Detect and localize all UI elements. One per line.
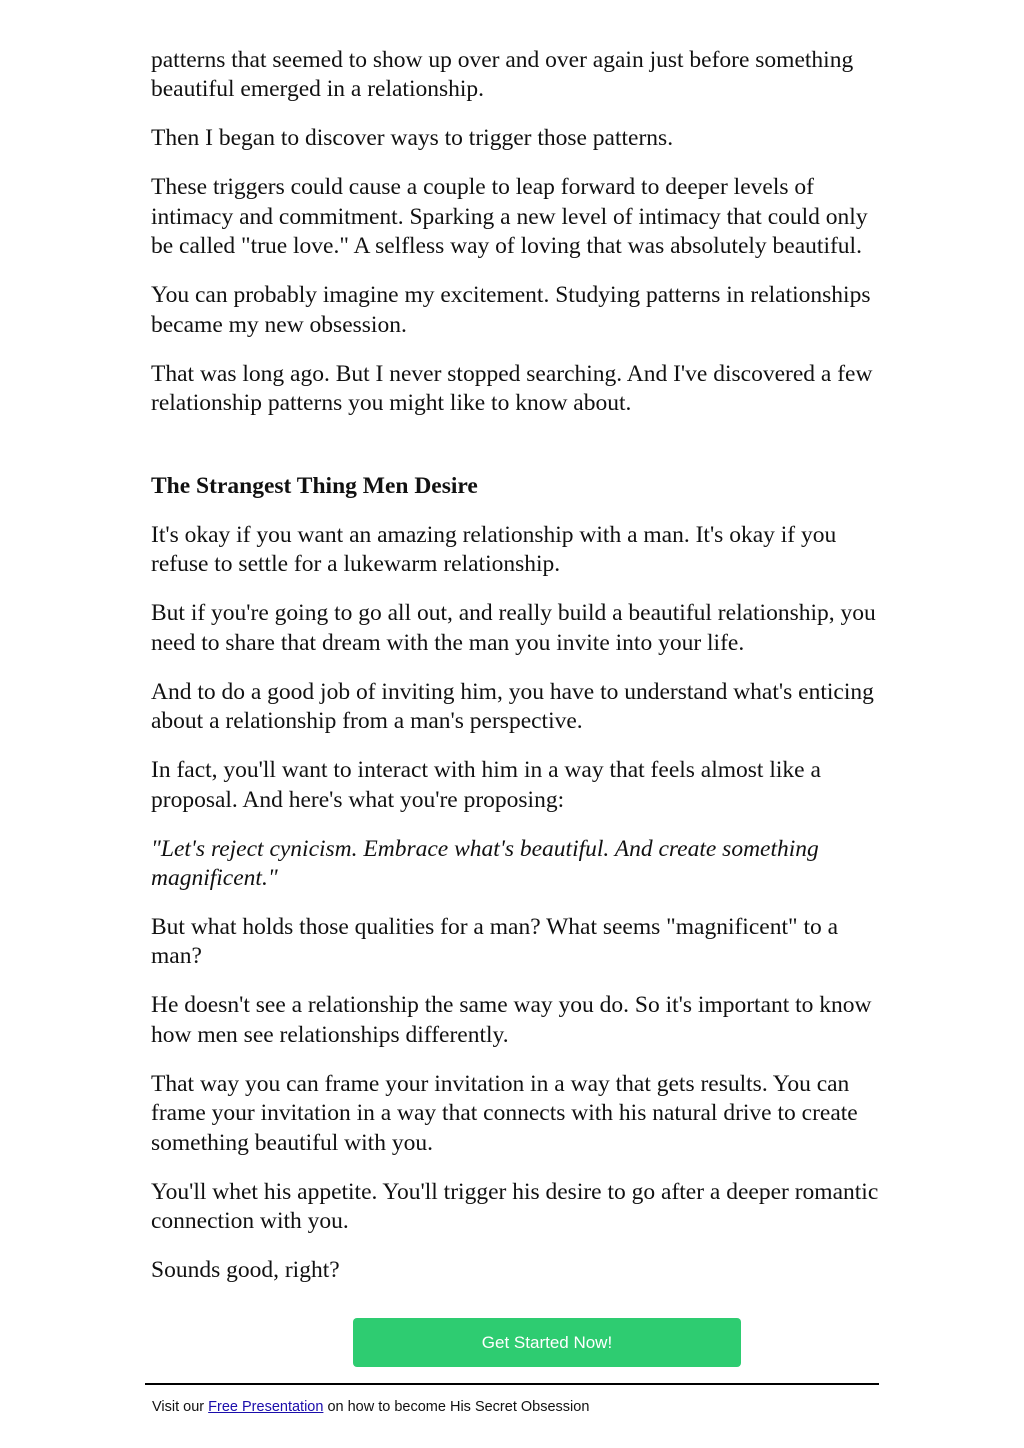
paragraph: But what holds those qualities for a man? What seems "magnificent" to a man? bbox=[151, 914, 839, 970]
article-body bbox=[151, 46, 881, 1305]
paragraph: Then I began to discover ways to trigger those patterns. bbox=[151, 125, 674, 152]
get-started-button[interactable]: Get Started Now! bbox=[353, 1318, 741, 1367]
paragraph: In fact, you'll want to interact with him in a way that feels almost like a proposal. And here's what you're proposing: bbox=[151, 757, 821, 813]
paragraph: These triggers could cause a couple to leap forward to deeper levels of intimacy and commitment. Sparking a new level of intimacy that could only be called "true love." A selfless way of loving that was absolutely beautiful. bbox=[151, 174, 868, 260]
paragraph: Sounds good, right? bbox=[151, 1257, 340, 1284]
footer-divider bbox=[145, 1383, 879, 1385]
paragraph: And to do a good job of inviting him, you have to understand what's enticing about a relationship from a man's perspective. bbox=[151, 678, 874, 735]
free-presentation-link[interactable]: Free Presentation bbox=[208, 1399, 324, 1415]
paragraph: He doesn't see a relationship the same way you do. So it's important to know how men see relationships differently. bbox=[151, 992, 872, 1048]
paragraph: It's okay if you want an amazing relationship with a man. It's okay if you refuse to settle for a lukewarm relationship. bbox=[151, 522, 837, 578]
paragraph: patterns that seemed to show up over and over again just before something beautiful emerged in a relationship. bbox=[151, 47, 854, 103]
section-heading: The Strangest Thing Men Desire bbox=[151, 473, 478, 500]
paragraph: That way you can frame your invitation in a way that gets results. You can frame your invitation in a way that connects with his natural drive to create something beautiful with you. bbox=[151, 1070, 858, 1156]
quote: "Let's reject cynicism. Embrace what's beautiful. And create something magnificent." bbox=[151, 835, 819, 892]
footer-suffix: on how to become His Secret Obsession bbox=[323, 1399, 590, 1415]
paragraph: That was long ago. But I never stopped searching. And I've discovered a few relationship patterns you might like to know about. bbox=[151, 360, 873, 417]
section-spacer bbox=[151, 438, 881, 472]
paragraph: You can probably imagine my excitement. Studying patterns in relationships became my new obsession. bbox=[151, 282, 871, 338]
paragraph: You'll whet his appetite. You'll trigger his desire to go after a deeper romantic connection with you. bbox=[151, 1178, 879, 1235]
paragraph: But if you're going to go all out, and really build a beautiful relationship, you need to share that dream with the man you invite into your life. bbox=[151, 600, 876, 656]
cta-container bbox=[0, 1318, 1024, 1367]
footer bbox=[152, 1399, 589, 1415]
footer-prefix: Visit our bbox=[152, 1399, 209, 1415]
